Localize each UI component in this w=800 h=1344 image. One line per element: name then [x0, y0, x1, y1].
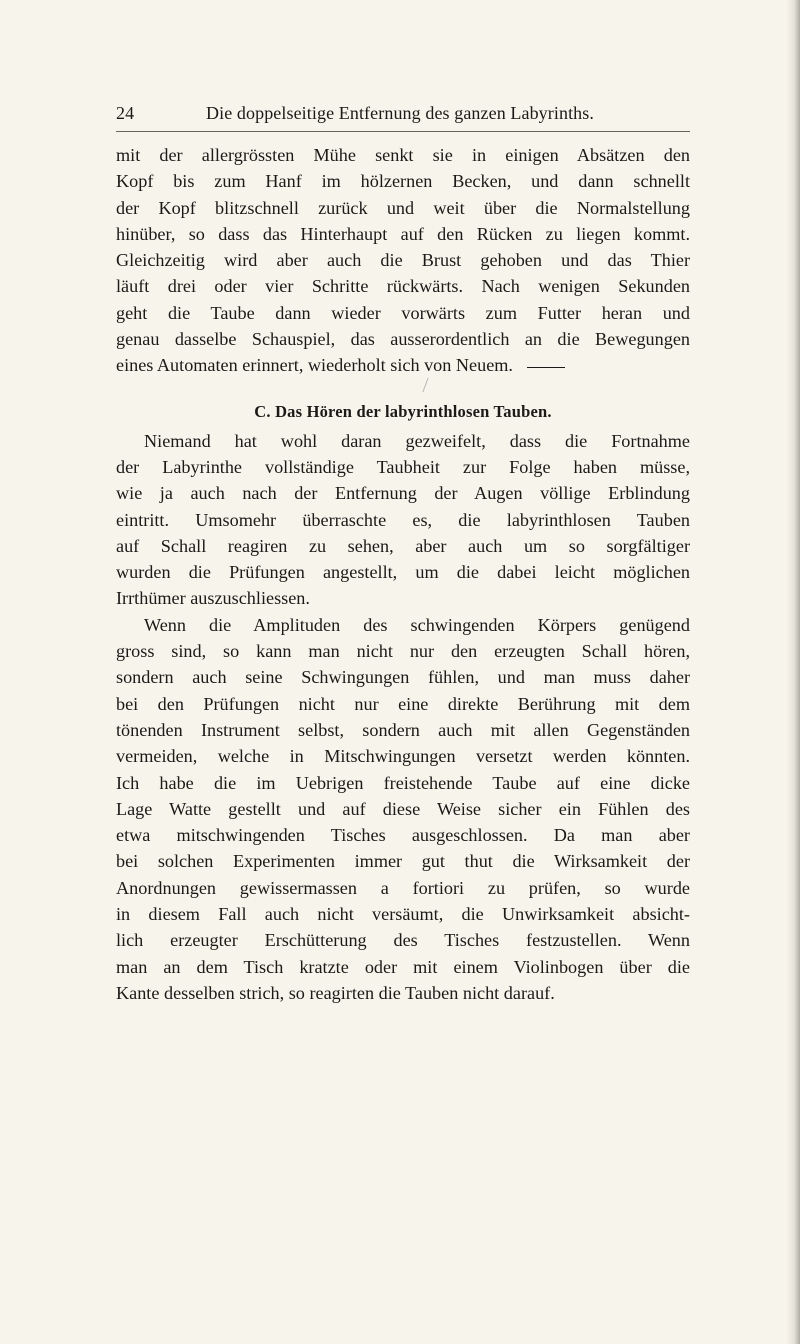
- text-line: genau dasselbe Schauspiel, das ausserordentlich an die Bewegungen: [116, 329, 690, 350]
- body-text: [116, 142, 690, 1006]
- text-line: eines Automaten erinnert, wiederholt sich von Neuem.: [116, 355, 513, 376]
- text-line: sondern auch seine Schwingungen fühlen, und man muss daher: [116, 667, 690, 688]
- paragraph-1: [116, 142, 690, 379]
- running-head: [116, 103, 690, 129]
- paragraph-3: [116, 612, 690, 1006]
- text-line: Ich habe die im Uebrigen freistehende Taube auf eine dicke: [116, 772, 690, 793]
- paragraph-2: [116, 428, 690, 612]
- text-line: Gleichzeitig wird aber auch die Brust gehoben und das Thier: [116, 250, 690, 271]
- text-line: mit der allergrössten Mühe senkt sie in einigen Absätzen den: [116, 145, 690, 165]
- text-line: der Kopf blitzschnell zurück und weit über die Normalstellung: [116, 197, 690, 218]
- text-line: der Labyrinthe vollständige Taubheit zur Folge haben müsse,: [116, 456, 690, 477]
- text-line: Kopf bis zum Hanf im hölzernen Becken, und dann schnellt: [116, 171, 690, 192]
- text-line: lich erzeugter Erschütterung des Tisches festzustellen. Wenn: [116, 930, 690, 951]
- text-line: man an dem Tisch kratzte oder mit einem Violinbogen über die: [116, 956, 690, 977]
- text-line-last: [116, 352, 690, 378]
- text-line: wurden die Prüfungen angestellt, um die dabei leicht möglichen: [116, 562, 690, 583]
- text-line: vermeiden, welche in Mitschwingungen versetzt werden könnten.: [116, 746, 690, 767]
- header-rule: [116, 131, 690, 132]
- page-number: 24: [116, 103, 135, 123]
- running-title: Die doppelseitige Entfernung des ganzen Labyrinths.: [206, 103, 594, 123]
- text-line: wie ja auch nach der Entfernung der Augen völlige Erblindung: [116, 483, 690, 504]
- text-line: bei den Prüfungen nicht nur eine direkte Berührung mit dem: [116, 693, 690, 714]
- end-of-passage-dash: [527, 367, 565, 368]
- text-line: Niemand hat wohl daran gezweifelt, dass die Fortnahme: [144, 430, 690, 451]
- text-line: in diesem Fall auch nicht versäumt, die Unwirksamkeit absicht-: [116, 904, 690, 925]
- text-line: Irrthümer auszuschliessen.: [116, 588, 310, 609]
- text-line: Anordnungen gewissermassen a fortiori zu prüfen, so wurde: [116, 877, 690, 898]
- text-line: bei solchen Experimenten immer gut thut die Wirksamkeit der: [116, 851, 690, 872]
- text-line: hinüber, so dass das Hinterhaupt auf den Rücken zu liegen kommt.: [116, 223, 690, 244]
- text-line: Lage Watte gestellt und auf diese Weise sicher ein Fühlen des: [116, 798, 690, 819]
- text-line: tönenden Instrument selbst, sondern auch mit allen Gegenständen: [116, 719, 690, 740]
- text-line: gross sind, so kann man nicht nur den erzeugten Schall hören,: [116, 641, 690, 662]
- text-line: auf Schall reagiren zu sehen, aber auch um so sorgfältiger: [116, 535, 690, 556]
- page-edge-shadow: [786, 0, 800, 1344]
- text-line: Kante desselben strich, so reagirten die Tauben nicht darauf.: [116, 982, 555, 1003]
- text-line: geht die Taube dann wieder vorwärts zum Futter heran und: [116, 302, 690, 323]
- text-line: eintritt. Umsomehr überraschte es, die labyrinthlosen Tauben: [116, 509, 690, 530]
- text-line: etwa mitschwingenden Tisches ausgeschlossen. Da man aber: [116, 825, 690, 846]
- section-heading: C. Das Hören der labyrinthlosen Tauben.: [254, 401, 552, 421]
- text-line: läuft drei oder vier Schritte rückwärts. Nach wenigen Sekunden: [116, 276, 690, 297]
- text-line: Wenn die Amplituden des schwingenden Körpers genügend: [144, 614, 690, 635]
